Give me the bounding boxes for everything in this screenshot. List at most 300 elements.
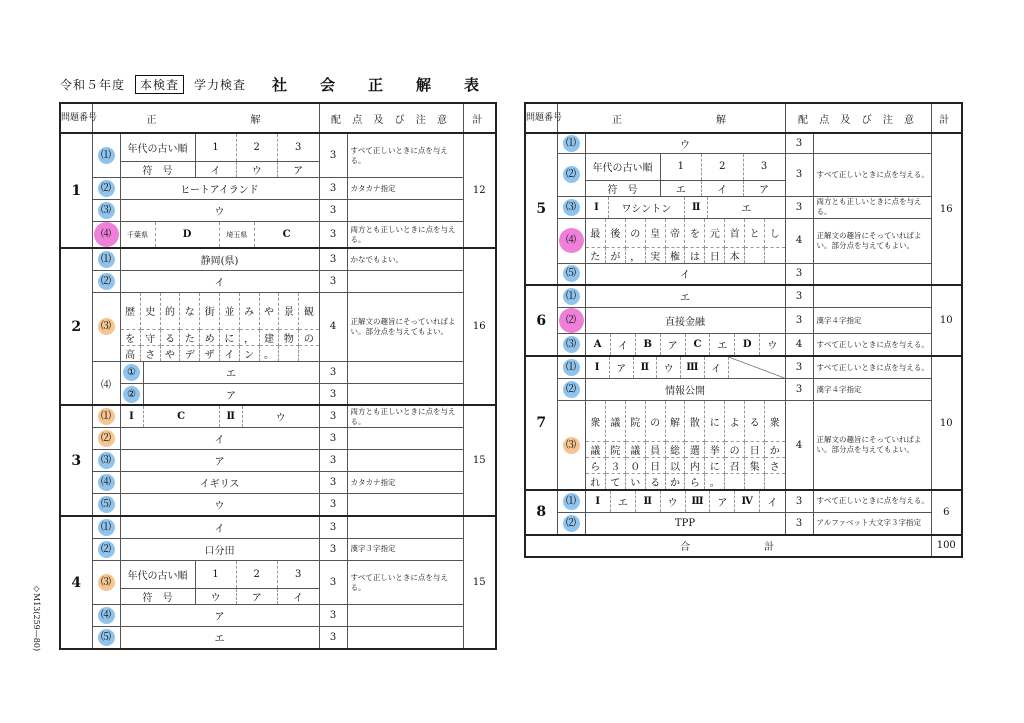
q4-s4-label: ⑷ [98,607,115,624]
grid-cell: る [160,329,180,345]
q1-s1-label: ⑴ [98,147,115,164]
q5-s1-label: ⑴ [563,135,580,152]
grid-cell: の [299,329,319,345]
q2-s4b-note [347,383,463,405]
q3-row-1 [60,405,496,427]
grid-cell: 衆 [765,401,785,441]
grid-cell: 物 [279,329,299,345]
q1-s3-label: ⑶ [98,202,115,219]
q3-s2-note [347,428,463,450]
q4-total: 15 [463,516,496,649]
q8-s1-label: ⑴ [563,493,580,510]
q3-s4-answer: イギリス [120,472,319,494]
q4-s1-points: 3 [319,516,347,538]
sheet-title: 社 会 正 解 表 [272,76,489,94]
grid-cell: 史 [140,293,160,329]
crossed-out-cell [728,357,785,378]
q5-row-1 [525,133,962,153]
q3-s5-note [347,494,463,516]
q7-s3-points: 4 [785,401,813,490]
grid-cell: ， [625,247,645,263]
grid-cell: な [180,293,200,329]
q8-row-2 [525,512,962,534]
grid-cell: ３ [605,458,625,474]
grid-cell [765,474,785,490]
grid-cell: デ [180,345,200,361]
q3-s5-points: 3 [319,494,347,516]
col-answer-left: 正 [146,114,161,126]
q7-s1-label: ⑴ [563,359,580,376]
q5-s3-b: ワシントン [608,197,685,218]
q2-s3-label: ⑶ [98,318,115,335]
grid-cell: ら [586,458,606,474]
q6-s1-note [813,285,931,307]
col-answer [557,103,785,133]
q3-s2-answer: イ [120,428,319,450]
q4-s5-label: ⑸ [98,629,115,646]
q7-s3-note: 正解文の趣旨にそっていればよい。部分点を与えてもよい。 [813,401,931,490]
q5-s4-label: ⑷ [559,228,584,253]
col-answer [92,103,319,133]
q3-s1-note: 両方とも正しいときに点を与える。 [347,405,463,427]
q5-total: 16 [931,133,962,285]
q2-row-4 [60,361,496,383]
q3-s5-label: ⑸ [98,496,115,513]
answer-cell: イ [704,357,728,378]
grid-cell: 並 [219,293,239,329]
grid-cell: ら [685,474,705,490]
q3-s5-answer: ウ [120,494,319,516]
q2-s4a-points: 3 [319,361,347,383]
old-order-label: 年代の古い順 [121,561,196,589]
grand-total-label: 合 計 [525,535,931,557]
q1-s3-points: 3 [319,200,347,222]
q5-s3-note: 両方とも正しいときに点を与える。 [813,196,931,218]
q7-number: 7 [525,356,557,490]
q2-s3-points: 4 [319,293,347,361]
q5-s4-answer-grid [585,219,785,264]
q3-s3-label: ⑶ [98,452,115,469]
exam-type-label: 本検査 [135,75,184,94]
q1-s2-label: ⑵ [98,180,115,197]
q1-s1-a1: イ [195,161,236,177]
grid-cell: 総 [665,442,685,458]
grid-cell: 後 [605,219,625,247]
grid-cell: し [765,219,785,247]
grid-cell: 街 [200,293,220,329]
grid-cell: さ [765,458,785,474]
q2-s3-answer-grid [120,293,319,361]
answer-cell: I [586,491,611,512]
q3-row-2 [60,428,496,450]
q2-s4a-value: エ [143,362,319,383]
q7-row-2 [525,379,962,401]
q3-s1-a: I [121,406,144,427]
grid-cell: 高 [121,345,141,361]
answer-cell: B [635,334,660,355]
order-3: 3 [277,561,318,589]
old-order-label: 年代の古い順 [586,154,661,180]
answer-cell: A [586,334,611,355]
q8-total: 6 [931,490,962,535]
answer-cell: D [735,334,760,355]
q2-s1-answer: 静岡(県) [120,248,319,270]
grid-cell: イ [219,345,239,361]
grid-cell: 衆 [586,401,606,441]
answer-cell: ウ [657,357,681,378]
grid-cell: や [160,345,180,361]
q1-row-4 [60,222,496,249]
q3-s1-points: 3 [319,405,347,427]
q1-number: 1 [60,133,92,248]
q3-total: 15 [463,405,496,516]
q2-s3-note: 正解文の趣旨にそっていればよい。部分点を与えてもよい。 [347,293,463,361]
q1-row-2 [60,177,496,199]
col-total: 計 [463,103,496,133]
q7-s2-points: 3 [785,379,813,401]
col-qnum: 問題番号 [525,103,557,133]
grid-cell: ０ [625,458,645,474]
grid-cell: 院 [625,401,645,441]
q8-s2-answer: TPP [585,512,785,534]
q3-number: 3 [60,405,92,516]
grid-cell: 元 [705,219,725,247]
answer-cell: ア [710,491,735,512]
grid-cell: 権 [665,247,685,263]
q1-s4-saitama-answer: C [254,222,318,247]
q5-row-4 [525,219,962,264]
grid-cell: が [605,247,625,263]
grid-cell: 的 [160,293,180,329]
q4-s5-answer: エ [120,627,319,649]
grid-cell: や [259,293,279,329]
document-code: ◇M13(259—80) [32,584,41,652]
q5-row-2 [525,154,962,197]
q5-s2-label: ⑵ [563,166,580,183]
q5-s2-points: 3 [785,154,813,197]
q4-s1-answer: イ [120,516,319,538]
answer-cell: Ⅳ [735,491,760,512]
q4-s1-note [347,516,463,538]
q2-total: 16 [463,248,496,405]
answer-cell: エ [710,334,735,355]
q6-s1-label: ⑴ [563,288,580,305]
q4-s3-points: 3 [319,560,347,604]
grid-cell: と [745,219,765,247]
order-2: 2 [236,134,277,161]
q3-s2-points: 3 [319,428,347,450]
q2-s1-label: ⑴ [98,251,115,268]
q6-s3-answer [585,334,785,356]
q4-s3-a3: イ [277,589,318,605]
q5-s2-note: すべて正しいときに点を与える。 [813,154,931,197]
q3-s1-label: ⑴ [98,408,115,425]
grid-cell: ， [239,329,259,345]
q1-s4-label: ⑷ [94,222,119,247]
grid-cell: 議 [586,442,606,458]
q4-s2-note: 漢字３字指定 [347,538,463,560]
grid-cell: を [685,219,705,247]
q5-s3-label: ⑶ [563,199,580,216]
q4-s4-note [347,605,463,627]
grand-total-value: 100 [931,535,962,557]
order-3: 3 [277,134,318,161]
grid-cell: よ [725,401,745,441]
q1-s3-note [347,200,463,222]
q6-s3-points: 4 [785,334,813,356]
grid-cell [279,345,299,361]
q5-s3-points: 3 [785,196,813,218]
answer-cell: ア [660,334,685,355]
grid-cell [745,247,765,263]
answer-table-right [524,102,963,558]
grid-cell: 内 [685,458,705,474]
q7-s2-answer: 情報公開 [585,379,785,401]
q4-s5-note [347,627,463,649]
q1-row-1 [60,133,496,177]
q1-s2-answer: ヒートアイランド [120,177,319,199]
grid-cell [299,345,319,361]
q8-s2-label: ⑵ [563,515,580,532]
q5-s5-label: ⑸ [563,265,580,282]
q3-s3-points: 3 [319,450,347,472]
q2-s1-points: 3 [319,248,347,270]
grid-cell: 景 [279,293,299,329]
q5-s5-note [813,263,931,285]
answer-table-left [59,102,497,650]
q5-s3-a: I [586,197,609,218]
grid-cell: ン [239,345,259,361]
q4-s3-label: ⑶ [98,574,115,591]
grid-cell: 最 [586,219,606,247]
grid-cell: 散 [685,401,705,441]
q1-s1-points: 3 [319,133,347,177]
grid-cell: に [219,329,239,345]
grid-cell: に [705,458,725,474]
q5-s2-order-answer [585,154,785,197]
grid-cell: る [645,474,665,490]
q4-s5-points: 3 [319,627,347,649]
q7-total: 10 [931,356,962,490]
q3-s4-note: カタカナ指定 [347,472,463,494]
grid-cell: い [625,474,645,490]
q7-row-3 [525,401,962,490]
q8-s1-note: すべて正しいときに点を与える。 [813,490,931,512]
q1-s2-note: カタカナ指定 [347,177,463,199]
q4-row-3 [60,560,496,604]
grid-cell: 帝 [665,219,685,247]
grid-cell: か [765,442,785,458]
q3-s4-points: 3 [319,472,347,494]
q1-s1-order-answer [120,133,319,177]
grid-cell: ザ [200,345,220,361]
q1-total: 12 [463,133,496,248]
q2-s4b-value: ア [143,384,319,405]
grid-cell: 守 [140,329,160,345]
q4-s3-a1: ウ [195,589,236,605]
q4-s4-answer: ア [120,605,319,627]
q2-s4b-label: ② [123,386,140,403]
q4-s3-order-answer [120,560,319,604]
q5-s1-answer: ウ [585,133,785,153]
grid-cell: 挙 [705,442,725,458]
col-points-note: 配 点 及 び 注 意 [785,103,931,133]
q1-s1-a2: ウ [236,161,277,177]
grid-cell: 実 [645,247,665,263]
grid-cell: の [625,219,645,247]
q6-s2-points: 3 [785,308,813,334]
answer-cell: イ [760,491,785,512]
q6-s3-note: すべて正しいときに点を与える。 [813,334,931,356]
grid-cell: 議 [625,442,645,458]
q7-s3-label: ⑶ [563,437,580,454]
q3-s2-label: ⑵ [98,430,115,447]
grid-cell: 選 [685,442,705,458]
q5-s1-points: 3 [785,133,813,153]
q5-row-5 [525,263,962,285]
q1-s4-points: 3 [319,222,347,249]
grid-cell: か [665,474,685,490]
q3-s3-note [347,450,463,472]
grid-cell: 員 [645,442,665,458]
grid-cell: 院 [605,442,625,458]
q4-s2-label: ⑵ [98,541,115,558]
grid-cell: の [645,401,665,441]
q6-total: 10 [931,285,962,356]
q8-s2-note: アルファベット大文字３字指定 [813,512,931,534]
order-3: 3 [743,154,785,180]
q5-s2-a1: エ [660,180,702,196]
grid-cell: の [725,442,745,458]
q6-s2-note: 漢字４字指定 [813,308,931,334]
grid-cell: 以 [665,458,685,474]
answer-cell: イ [610,334,635,355]
grid-cell: 首 [725,219,745,247]
answer-cell: Ⅱ [633,357,657,378]
grid-cell [765,247,785,263]
symbol-label: 符 号 [586,180,661,196]
q5-row-3 [525,196,962,218]
order-2: 2 [236,561,277,589]
q6-row-1 [525,285,962,307]
era-label: 令和５年度 [60,78,126,92]
q1-s4-chiba-answer: D [155,222,219,247]
grid-cell: れ [586,474,606,490]
q4-s3-note: すべて正しいときに点を与える。 [347,560,463,604]
q5-number: 5 [525,133,557,285]
q2-s1-note: かなでもよい。 [347,248,463,270]
q5-s2-a3: ア [743,180,785,196]
q3-s1-answer [120,405,319,427]
order-1: 1 [195,134,236,161]
q2-s4b-points: 3 [319,383,347,405]
col-answer-right: 解 [250,114,265,126]
q7-s1-note: すべて正しいときに点を与える。 [813,356,931,378]
grid-cell: 本 [725,247,745,263]
answer-cell: ウ [660,491,685,512]
q1-s1-a3: ア [277,161,318,177]
q7-s2-label: ⑵ [563,381,580,398]
grid-cell [745,474,765,490]
answer-cell: Ⅲ [685,491,710,512]
grand-total-row [525,535,962,557]
q4-row-5 [60,627,496,649]
q7-s3-answer-grid [585,401,785,490]
q2-s2-answer: イ [120,271,319,293]
q5-s3-c: Ⅱ [685,197,708,218]
grid-cell: に [705,401,725,441]
answer-cell: エ [610,491,635,512]
q2-s4-label: ⑷ [92,361,120,405]
q6-s2-label: ⑵ [559,308,584,333]
q5-s5-points: 3 [785,263,813,285]
col-total: 計 [931,103,962,133]
answer-cell: Ⅱ [635,491,660,512]
q8-s1-points: 3 [785,490,813,512]
grid-cell: を [121,329,141,345]
q2-number: 2 [60,248,92,405]
q1-row-3 [60,200,496,222]
q3-s4-label: ⑷ [98,474,115,491]
q8-row-1 [525,490,962,512]
q5-s3-answer [585,196,785,218]
q1-s3-answer: ウ [120,200,319,222]
q2-s4a-label: ① [123,364,140,381]
q3-s3-answer: ア [120,450,319,472]
grid-cell: 召 [725,458,745,474]
q4-row-4 [60,605,496,627]
q1-s2-points: 3 [319,177,347,199]
q6-s3-label: ⑶ [563,336,580,353]
q5-s1-note [813,133,931,153]
q2-s2-label: ⑵ [98,273,115,290]
grid-cell: 日 [705,247,725,263]
col-answer-right: 解 [716,114,730,126]
q5-s4-points: 4 [785,219,813,264]
test-name-label: 学力検査 [194,78,247,92]
grid-cell: 日 [745,442,765,458]
q6-row-2 [525,308,962,334]
q6-s1-answer: エ [585,285,785,307]
answer-cell: C [685,334,710,355]
q4-s1-label: ⑴ [98,519,115,536]
q4-row-2 [60,538,496,560]
q2-row-5 [60,383,496,405]
symbol-label: 符 号 [121,161,196,177]
answer-cell: ア [609,357,633,378]
col-points-note: 配 点 及 び 注 意 [319,103,463,133]
q8-s1-answer [585,490,785,512]
q2-s2-points: 3 [319,271,347,293]
grid-cell: 集 [745,458,765,474]
grid-cell: 皇 [645,219,665,247]
answer-cell: I [586,357,610,378]
q7-s1-answer [585,356,785,378]
q3-row-3 [60,450,496,472]
grid-cell: た [180,329,200,345]
q3-s1-b: C [143,406,219,427]
q4-s2-points: 3 [319,538,347,560]
q8-number: 8 [525,490,557,535]
answer-cell: ウ [760,334,785,355]
q2-s2-note [347,271,463,293]
q4-s4-points: 3 [319,605,347,627]
grid-cell: 。 [259,345,279,361]
grid-cell: て [605,474,625,490]
q1-s4-answer [120,222,319,249]
q2-s4a-note [347,361,463,383]
q3-row-5 [60,494,496,516]
